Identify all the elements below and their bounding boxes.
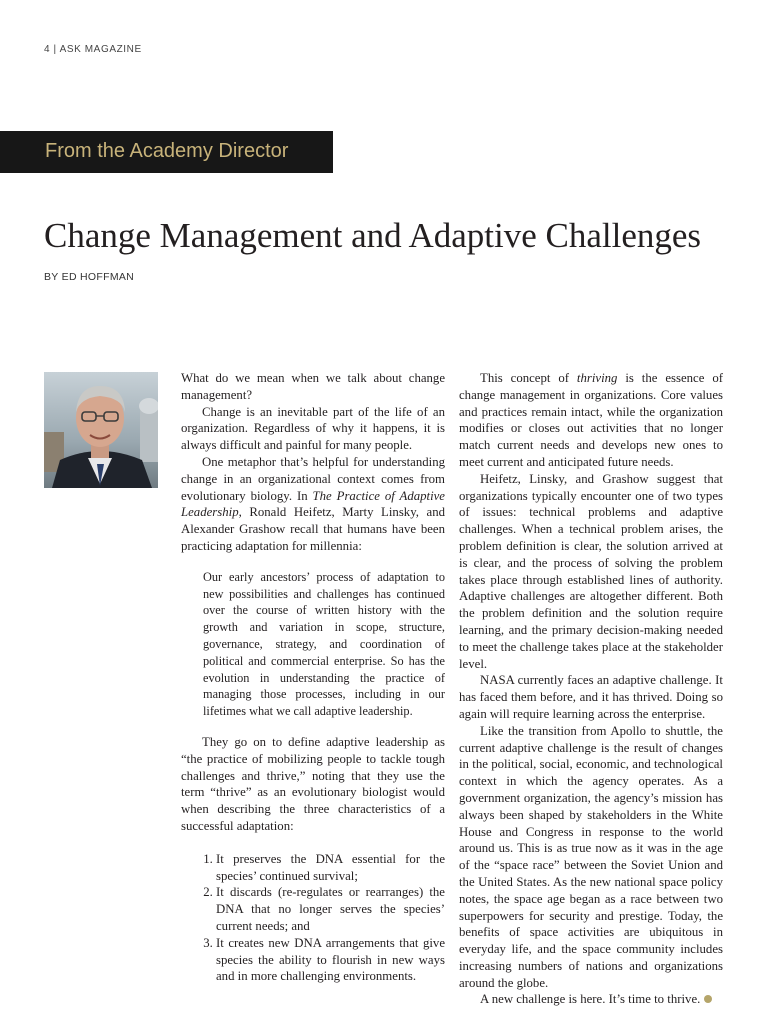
block-quote: Our early ancestors’ process of adaptation to new possibilities and challenges has continued over the course of written history with the growth and variation in scope, structure, governance, strategy, and coordination of political and commercial enterprise. So has the evolution in understanding the practice of managing those processes, including in our lifetimes what we call adaptive leadership. xyxy=(203,569,445,719)
list-item: 1. It preserves the DNA essential for the species’ continued survival; xyxy=(216,851,445,885)
body-paragraph: Heifetz, Linsky, and Grashow suggest that organizations typically encounter one of two types of issues: technical problems and adaptive challenges. When a technical problem arises, the problem definition is clear, the solution arrived at is clear, and the process of solving the problem takes place through established lines of authority. Adaptive challenges are altogether different. Both the problem definition and the solution require learning, and the primary decision-making needed to meet the challenge takes place at the stakeholder level. xyxy=(459,471,723,671)
list-item: 2. It discards (re-regulates or rearranges) the DNA that no longer serves the species’ current needs; and xyxy=(216,884,445,934)
body-paragraph: Change is an inevitable part of the life of an organization. Regardless of why it happens, it is always difficult and painful for many people. xyxy=(181,404,445,453)
body-text: One metaphor that’s helpful for understanding change in an organizational context comes from evolutionary biology. In xyxy=(181,454,445,503)
body-paragraph: NASA currently faces an adaptive challenge. It has faced them before, and it has thrived. Doing so again will require learning across the enterprise. xyxy=(459,673,723,721)
body-paragraph: What do we mean when we talk about change management? xyxy=(181,371,445,402)
body-paragraph xyxy=(459,991,723,1008)
portrait-photo-icon xyxy=(44,372,158,488)
closing-sentence: A new challenge is here. It’s time to thrive. xyxy=(480,992,701,1007)
article-column-left xyxy=(181,370,445,985)
article-title: Change Management and Adaptive Challenges xyxy=(44,216,702,255)
article-column-right xyxy=(459,370,723,1008)
section-banner-label: From the Academy Director xyxy=(45,140,289,162)
body-paragraph xyxy=(459,370,723,471)
body-paragraph: They go on to define adaptive leadership as “the practice of mobilizing people to tackle tough challenges and thrive,” noting that they use the term “thrive” as an evolutionary biologist would when describing the three characteristics of a successful adaptation: xyxy=(181,734,445,833)
emphasis-text: thriving xyxy=(576,371,618,385)
book-title: The Practice of Adaptive Leadership xyxy=(181,488,445,520)
author-photo xyxy=(44,372,158,488)
end-of-article-dot-icon xyxy=(704,995,712,1003)
body-text: , Ronald Heifetz, Marty Linsky, and Alexander Grashow recall that humans have been practicing adaptation for millennia: xyxy=(181,505,445,553)
body-text: is the essence of change management in organizations. Core values and practices remain intact, while the organization modifies or closes out activities that no longer match current needs and develops new ones to meet current and anticipated future needs. xyxy=(459,371,723,469)
body-paragraph xyxy=(181,454,445,555)
page-folio: 4 | ASK MAGAZINE xyxy=(44,44,142,55)
list-item: 3. It creates new DNA arrangements that give species the ability to flourish in new ways and in more challenging environments. xyxy=(216,935,445,985)
section-banner xyxy=(0,131,333,173)
body-paragraph: Like the transition from Apollo to shuttle, the current adaptive challenge is the result of changes in the political, social, economic, and technological context in which the agency operates. As a government organization, the agency’s mission has always been shaped by stakeholders in the White House and Congress in response to the world around us. This is as true now as it was in the age of the “space race” between the Soviet Union and the United States. As the new national space policy notes, the space age began as a race between two superpowers for security and prestige. Today, the benefits of space activities are ubiquitous in everyday life, and the space community includes increasing numbers of nations and organizations around the globe. xyxy=(459,723,723,990)
article-byline: BY ED HOFFMAN xyxy=(44,271,135,283)
characteristics-list xyxy=(181,851,445,985)
body-text: This concept of xyxy=(480,371,577,385)
